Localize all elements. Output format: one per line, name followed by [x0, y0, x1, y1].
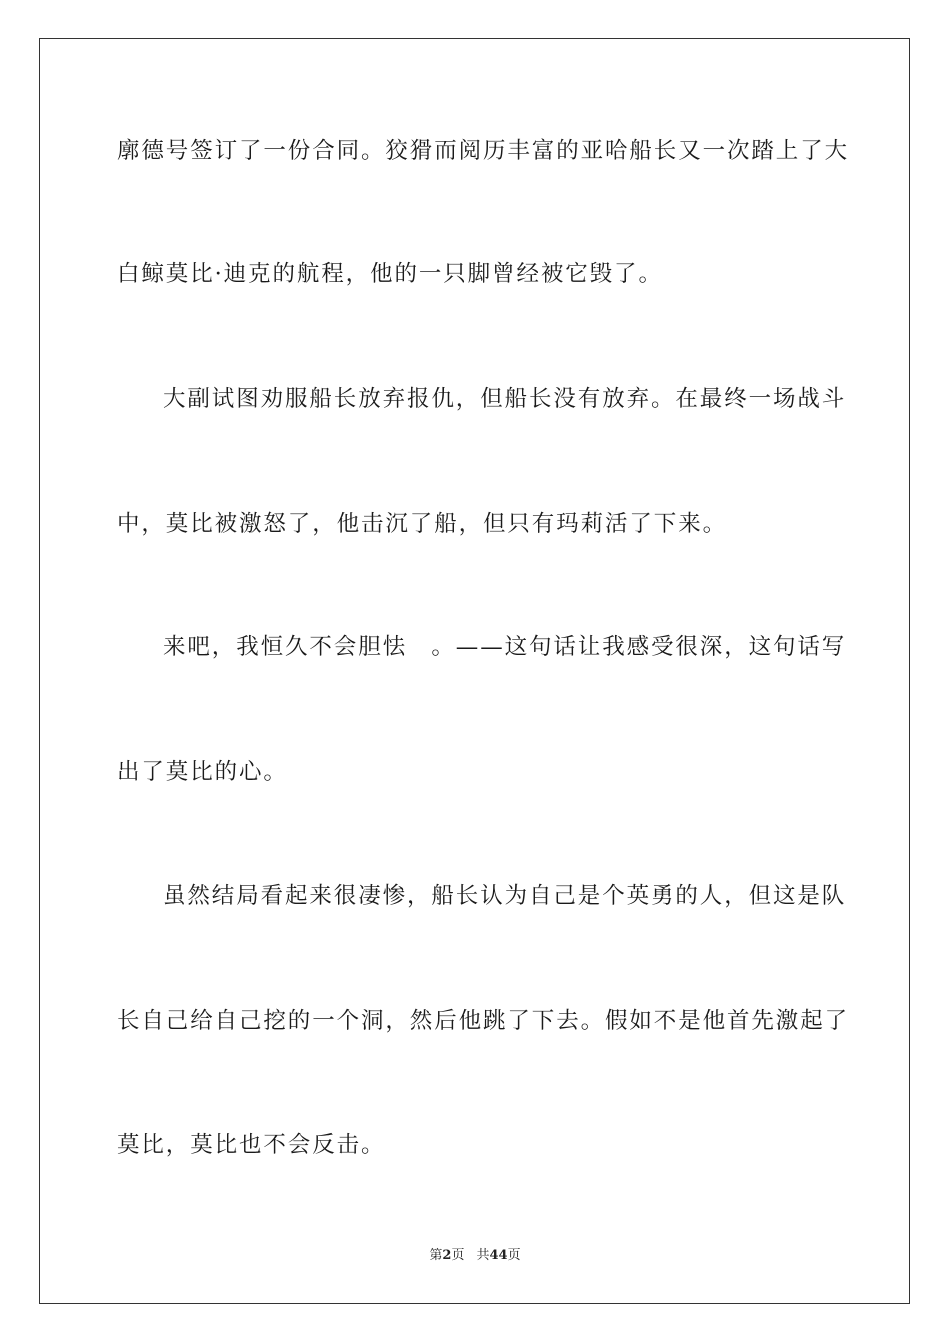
page-label-prefix: 第 [429, 1248, 443, 1263]
total-label-suffix: 页 [507, 1248, 521, 1263]
current-page-number: 2 [442, 1248, 452, 1263]
body-text-line: 出了莫比的心。 [117, 759, 288, 785]
page-border [39, 38, 910, 1304]
body-text-line: 白鲸莫比·迪克的航程，他的一只脚曾经被它毁了。 [117, 261, 663, 287]
body-text-line: 莫比，莫比也不会反击。 [117, 1132, 386, 1158]
body-text-line: 长自己给自己挖的一个洞，然后他跳了下去。假如不是他首先激起了 [117, 1008, 850, 1034]
page-label-suffix: 页 [451, 1248, 465, 1263]
total-page-count: 44 [489, 1248, 508, 1263]
body-text-line: 廓德号签订了一份合同。狡猾而阅历丰富的亚哈船长又一次踏上了大 [117, 138, 850, 164]
paragraph-first-line: 虽然结局看起来很凄惨，船长认为自己是个英勇的人，但这是队 [163, 883, 847, 909]
paragraph-first-line: 大副试图劝服船长放弃报仇，但船长没有放弃。在最终一场战斗 [163, 386, 847, 412]
total-label-prefix: 共 [476, 1248, 490, 1263]
paragraph-first-line: 来吧，我恒久不会胆怯 。——这句话让我感受很深，这句话写 [163, 634, 847, 660]
body-text-line: 中，莫比被激怒了，他击沉了船，但只有玛莉活了下来。 [117, 511, 728, 537]
page-footer [0, 1247, 950, 1265]
